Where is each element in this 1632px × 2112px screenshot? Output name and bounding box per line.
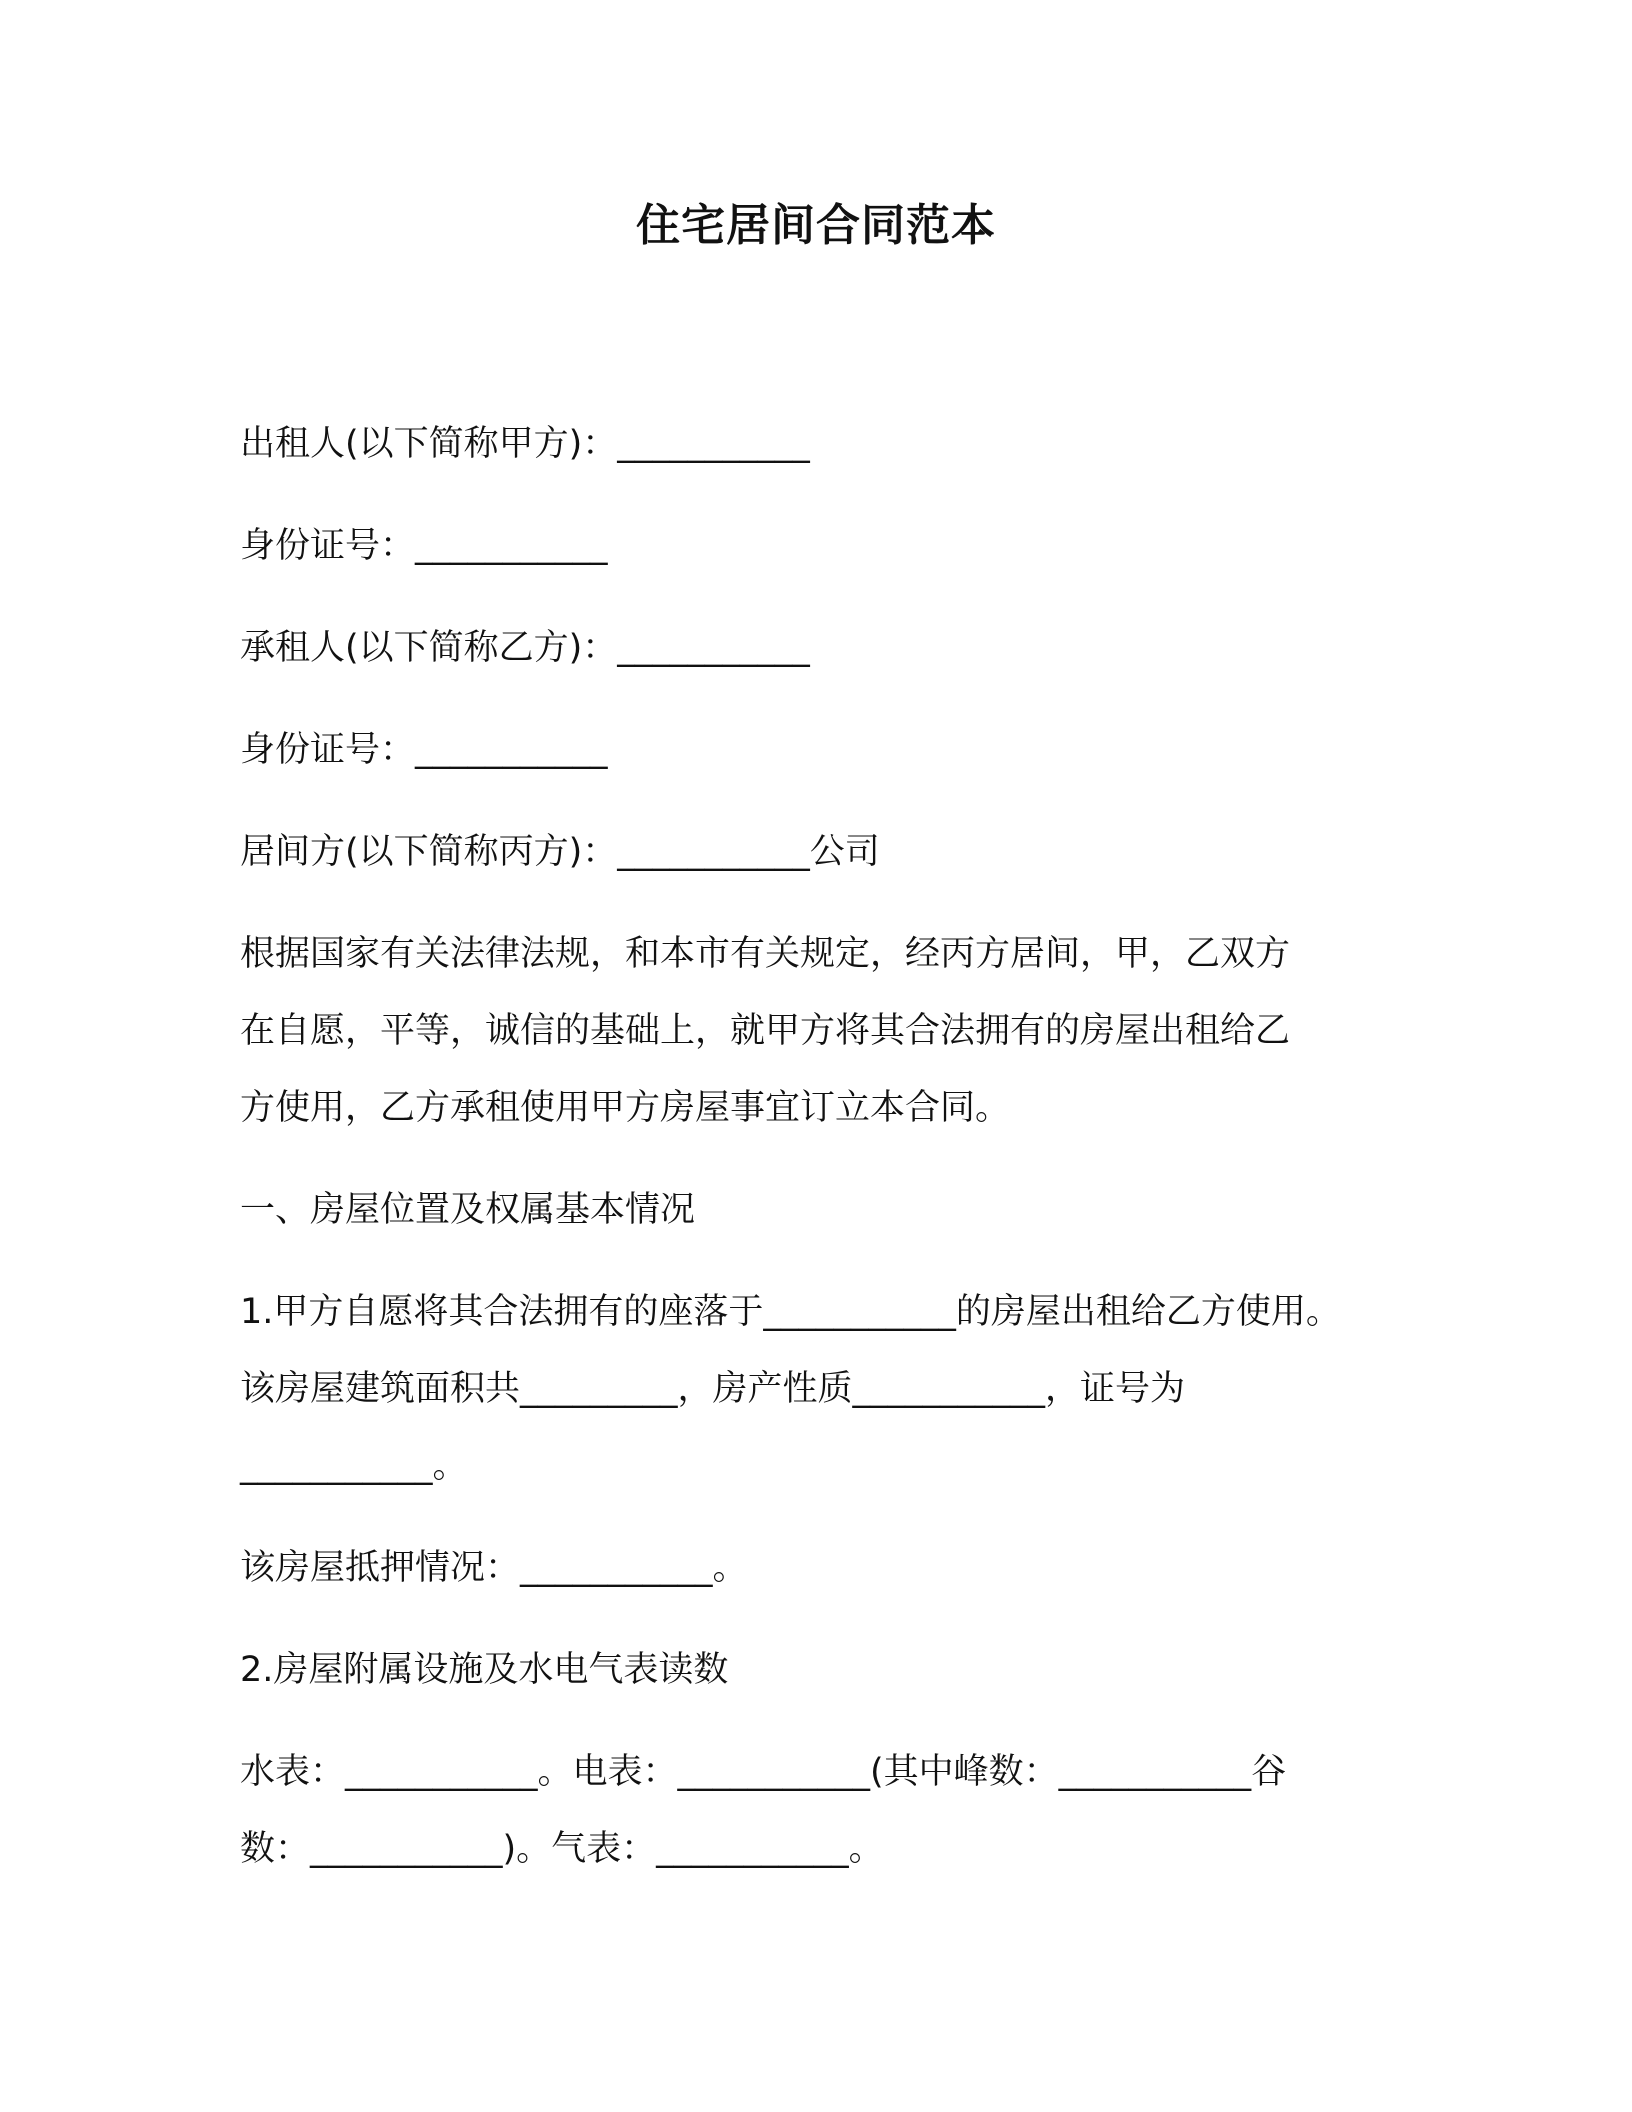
meter-line-1: 水表：___________。电表：___________(其中峰数：___________谷 <box>240 1752 1287 1792</box>
clause-2-heading: 2.房屋附属设施及水电气表读数 <box>240 1650 729 1690</box>
preamble-line-2: 在自愿，平等，诚信的基础上，就甲方将其合法拥有的房屋出租给乙 <box>240 1011 1291 1051</box>
lessee-line: 承租人(以下简称乙方)：___________ <box>240 628 810 668</box>
clause-1-line-1: 1.甲方自愿将其合法拥有的座落于___________的房屋出租给乙方使用。 <box>240 1292 1341 1332</box>
preamble-line-1: 根据国家有关法律法规，和本市有关规定，经丙方居间，甲，乙双方 <box>240 934 1291 974</box>
mortgage-line: 该房屋抵押情况：___________。 <box>240 1548 748 1588</box>
lessor-line: 出租人(以下简称甲方)：___________ <box>240 424 810 464</box>
clause-1-line-3: ___________。 <box>240 1446 468 1486</box>
document-title: 住宅居间合同范本 <box>636 200 996 251</box>
intermediary-line: 居间方(以下简称丙方)：___________公司 <box>240 832 880 872</box>
lessee-id-line: 身份证号：___________ <box>240 730 608 770</box>
lessor-id-line: 身份证号：___________ <box>240 526 608 566</box>
section-heading-1: 一、房屋位置及权属基本情况 <box>240 1190 696 1230</box>
meter-line-2: 数：___________)。气表：___________。 <box>240 1829 884 1869</box>
clause-1-line-2: 该房屋建筑面积共_________，房产性质___________，证号为 <box>240 1369 1186 1409</box>
preamble-line-3: 方使用，乙方承租使用甲方房屋事宜订立本合同。 <box>240 1088 1011 1128</box>
